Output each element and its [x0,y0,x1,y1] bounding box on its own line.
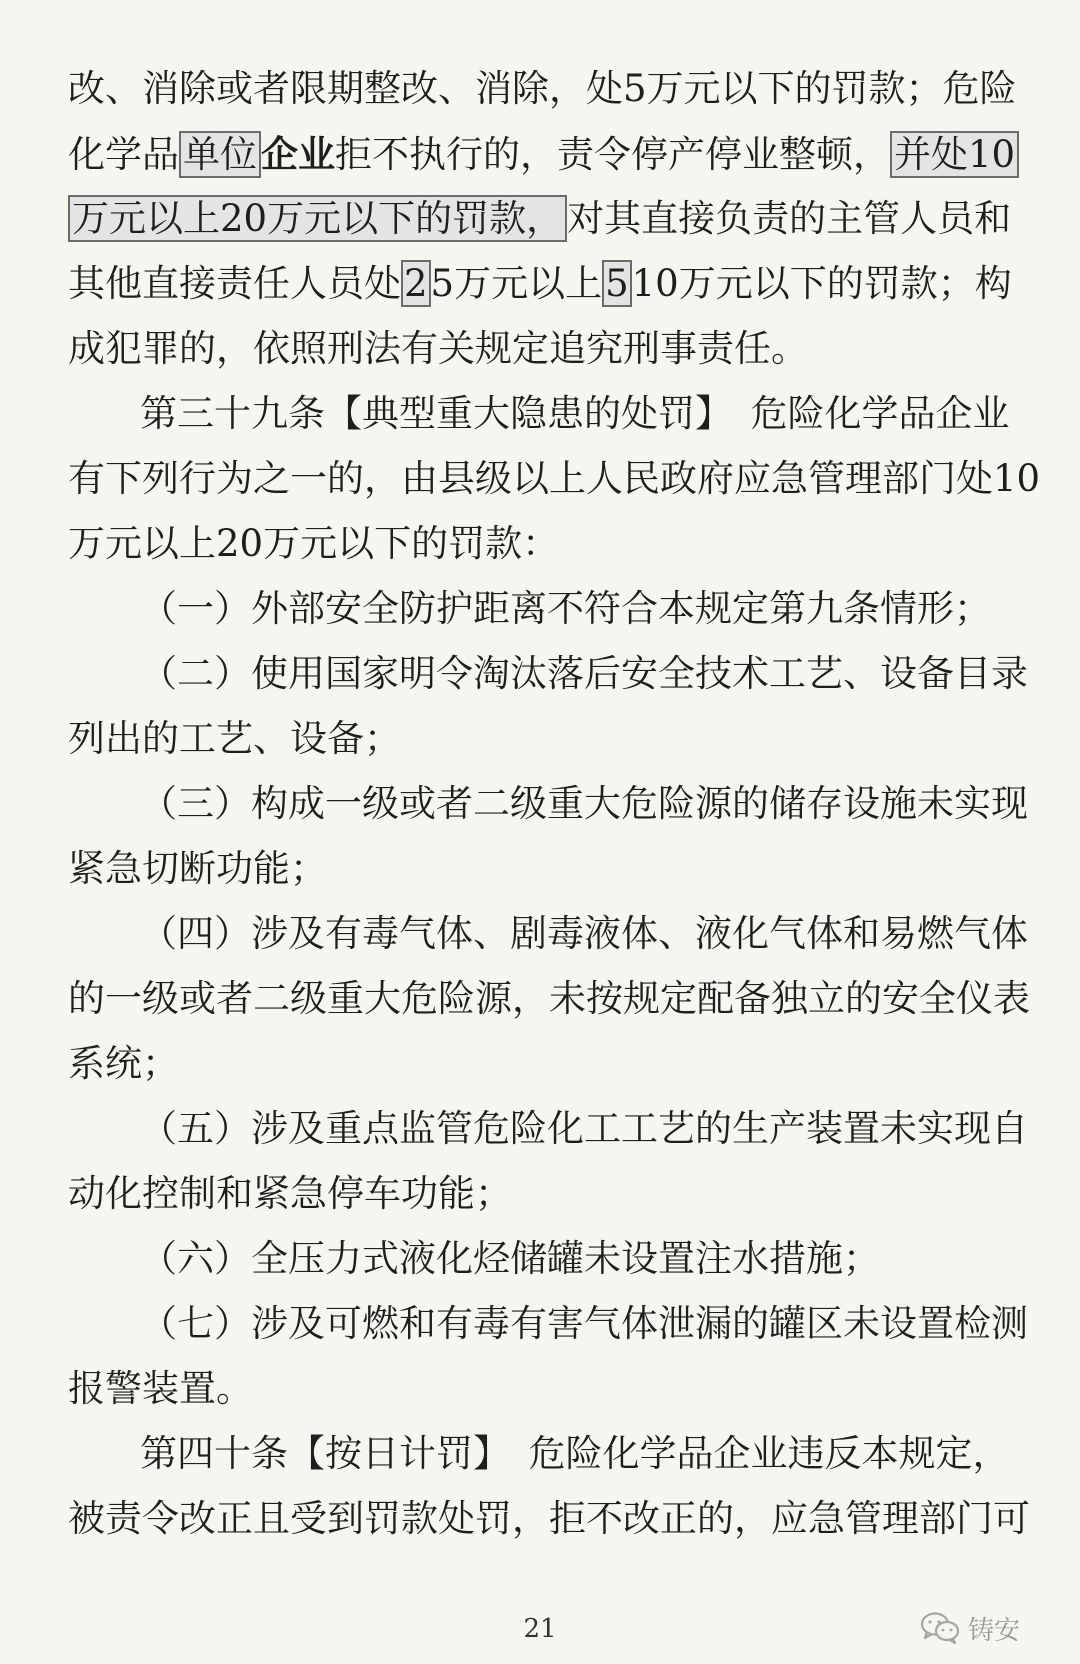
wechat-icon [920,1611,960,1645]
text-segment: 被责令改正且受到罚款处罚，拒不改正的，应急管理部门可 [68,1497,1030,1540]
text-line [68,836,993,902]
text-segment: （七）涉及可燃和有毒有害气体泄漏的罐区未设置检测 [140,1302,1028,1345]
text-line [68,966,1030,1032]
list-item [140,641,1028,707]
highlighted-addition: 万元以上20万元以下的罚款， [68,195,567,242]
text-segment: （二）使用国家明令淘汰落后安全技术工艺、设备目录 [140,652,1028,695]
page-number: 21 [523,1614,557,1644]
list-item [140,576,993,642]
article-heading [140,381,1010,447]
text-line [68,56,1017,122]
text-segment: 报警装置。 [68,1367,253,1410]
text-line [68,1356,993,1422]
text-segment: 10万元以下的罚款；构 [631,262,1012,305]
list-item [140,1226,993,1292]
text-segment: 列出的工艺、设备； [68,717,401,760]
highlighted-deletion: 2 [401,260,431,307]
text-segment: 第三十九条【典型重大隐患的处罚】 危险化学品企业 [140,392,1010,435]
text-line [68,1161,993,1227]
highlighted-addition: 并处10 [890,131,1019,178]
watermark-text: 铸安 [968,1615,1021,1646]
text-line [68,706,993,772]
text-segment: 拒不执行的，责令停产停业整顿， [335,133,890,176]
watermark [920,1606,1020,1650]
text-segment: 5万元以上 [430,262,603,305]
highlighted-deletion: 5 [602,260,632,307]
text-line [68,511,993,577]
text-line [68,186,1012,252]
text-segment: 紧急切断功能； [68,847,327,890]
text-segment: 第四十条【按日计罚】 危险化学品企业违反本规定， [140,1432,1010,1475]
text-segment: 成犯罪的，依照刑法有关规定追究刑事责任。 [68,327,808,370]
text-line [68,251,1012,317]
text-segment: （六）全压力式液化烃储罐未设置注水措施； [140,1237,880,1280]
text-line [68,316,993,382]
text-segment: （三）构成一级或者二级重大危险源的储存设施未实现 [140,782,1028,825]
text-segment: 有下列行为之一的，由县级以上人民政府应急管理部门处10 [68,457,1041,500]
text-segment: 万元以上20万元以下的罚款： [68,522,560,565]
list-item [140,901,1028,967]
text-segment: 化学品 [68,133,179,176]
text-line [68,1031,993,1097]
list-item [140,1291,1028,1357]
highlighted-deletion: 单位 [179,131,261,178]
text-segment: （一）外部安全防护距离不符合本规定第九条情形； [140,587,991,630]
list-item [140,1096,1028,1162]
text-segment: 其他直接责任人员处 [68,262,401,305]
article-heading [140,1421,1010,1487]
text-segment: 系统； [68,1042,179,1085]
list-item [140,771,1028,837]
text-segment: （四）涉及有毒气体、剧毒液体、液化气体和易燃气体 [140,912,1028,955]
text-segment: 对其直接负责的主管人员和 [567,197,1012,240]
text-segment: 动化控制和紧急停车功能； [68,1172,512,1215]
text-segment: （五）涉及重点监管危险化工工艺的生产装置未实现自 [140,1107,1028,1150]
text-segment: 的一级或者二级重大危险源，未按规定配备独立的安全仪表 [68,977,1030,1020]
text-line [68,446,1041,512]
bold-insertion: 企业 [261,132,335,176]
text-line [68,1486,1030,1552]
text-segment: 改、消除或者限期整改、消除，处5万元以下的罚款；危险 [68,67,1017,110]
text-line [68,121,1016,187]
